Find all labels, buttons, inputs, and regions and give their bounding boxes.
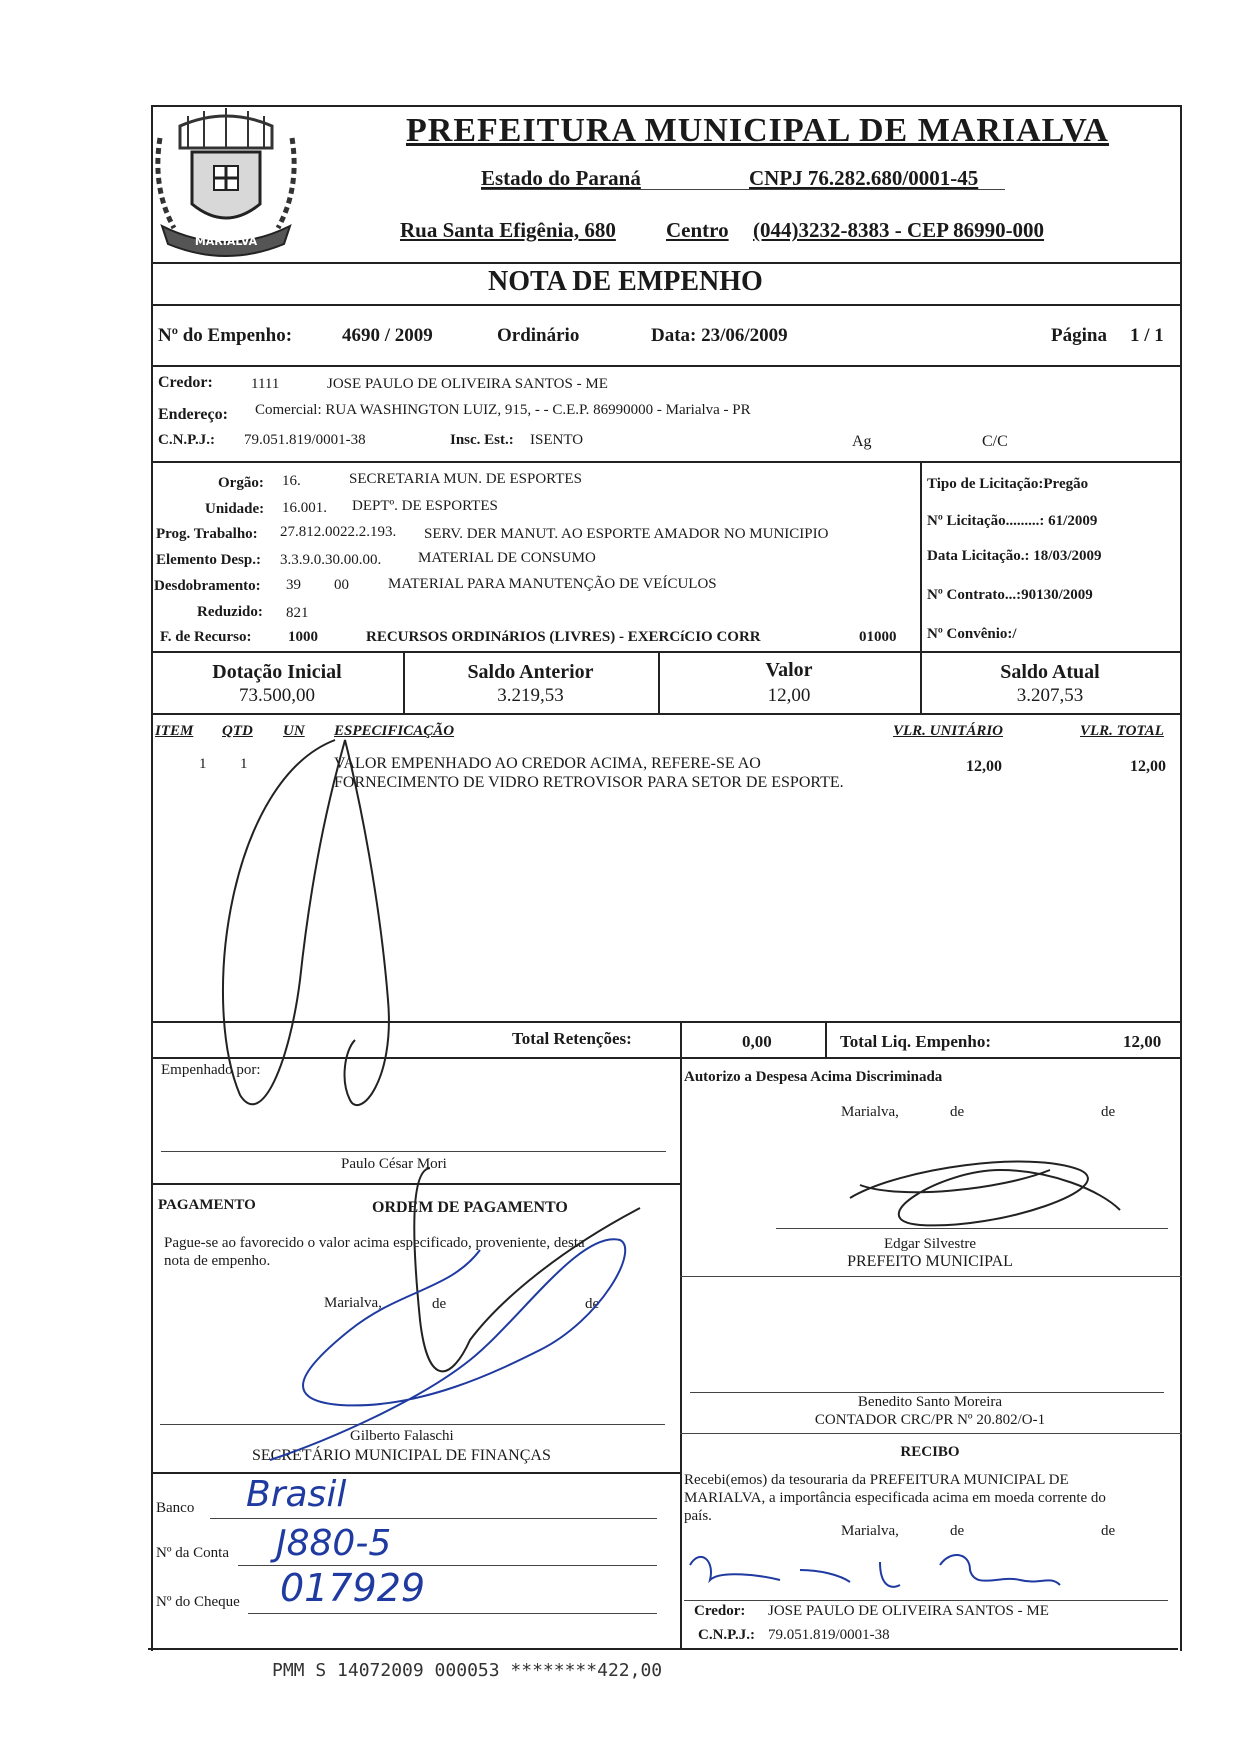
total-retencoes-label: Total Retenções: (512, 1029, 632, 1048)
autorizo-de1: de (950, 1104, 965, 1120)
prefeito-cargo: PREFEITO MUNICIPAL (847, 1253, 1013, 1270)
recibo-credor-name: JOSE PAULO DE OLIVEIRA SANTOS - ME (768, 1603, 1049, 1619)
elemento-value: MATERIAL DE CONSUMO (418, 550, 596, 566)
svg-text:MARIALVA: MARIALVA (194, 235, 258, 248)
divider (825, 1021, 827, 1057)
credor-name: JOSE PAULO DE OLIVEIRA SANTOS - ME (327, 376, 608, 392)
divider (151, 304, 1182, 306)
recurso-number: 01000 (859, 629, 897, 645)
desdobramento-value: MATERIAL PARA MANUTENÇÃO DE VEÍCULOS (388, 576, 717, 592)
fill-line (210, 1518, 657, 1519)
divider (151, 1472, 680, 1474)
divider (680, 1021, 682, 1648)
saldo-anterior-label: Saldo Anterior (467, 661, 594, 683)
header-cnpj: CNPJ 76.282.680/0001-45 (749, 166, 979, 190)
secretario-name: Gilberto Falaschi (350, 1428, 454, 1444)
signature-line (161, 1151, 666, 1152)
saldo-atual-value: 3.207,53 (1016, 685, 1084, 706)
empenhado-por-name: Paulo César Mori (341, 1156, 447, 1172)
header-title: PREFEITURA MUNICIPAL DE MARIALVA (406, 112, 1109, 149)
valor-value: 12,00 (767, 685, 811, 706)
signature-line (690, 1392, 1164, 1393)
credor-cnpj-label: C.N.P.J.: (158, 432, 215, 448)
header-telefone-cep: (044)3232-8383 - CEP 86990-000 (753, 218, 1045, 242)
col-vlr-unitario-header: VLR. UNITÁRIO (893, 723, 1004, 739)
recibo-text-line2: MARIALVA, a importância especificada acima em moeda corrente do (684, 1490, 1106, 1506)
frame-top (151, 105, 1182, 107)
credor-code: 1111 (251, 376, 280, 392)
credor-label: Credor: (158, 374, 213, 391)
contador-name: Benedito Santo Moreira (857, 1394, 1003, 1410)
recibo-city: Marialva, (841, 1523, 899, 1539)
secretario-cargo: SECRETÁRIO MUNICIPAL DE FINANÇAS (252, 1447, 551, 1464)
saldo-anterior-value: 3.219,53 (497, 685, 564, 706)
ordem-pagamento-label: ORDEM DE PAGAMENTO (372, 1199, 568, 1216)
recibo-title: RECIBO (900, 1444, 960, 1460)
divider (680, 1433, 1182, 1434)
header-rua: Rua Santa Efigênia, 680 (400, 218, 616, 242)
dotacao-inicial-label: Dotação Inicial (212, 661, 342, 683)
page-number: 1 / 1 (1130, 325, 1164, 346)
col-un-header: UN (283, 723, 305, 739)
empenho-type: Ordinário (497, 325, 580, 346)
pagamento-text-line2: nota de empenho. (164, 1253, 271, 1269)
fill-line (248, 1613, 657, 1614)
header-bairro: Centro (666, 218, 729, 242)
document-title: NOTA DE EMPENHO (488, 266, 763, 297)
divider (151, 1183, 680, 1185)
elemento-label: Elemento Desp.: (156, 552, 261, 568)
desdobramento-label: Desdobramento: (154, 578, 261, 594)
item-desc-line1: VALOR EMPENHADO AO CREDOR ACIMA, REFERE-SE AO (334, 755, 761, 772)
pagamento-de2: de (585, 1296, 600, 1312)
unidade-value: DEPTº. DE ESPORTES (352, 498, 498, 514)
frame-bottom (148, 1648, 1178, 1650)
recibo-cnpj-label: C.N.P.J.: (698, 1627, 755, 1643)
numero-contrato: Nº Contrato...:90130/2009 (927, 587, 1093, 603)
recibo-credor-label: Credor: (694, 1603, 746, 1619)
col-item-header: ITEM (155, 723, 194, 739)
recibo-cnpj: 79.051.819/0001-38 (768, 1627, 890, 1643)
pagamento-label: PAGAMENTO (158, 1197, 256, 1213)
cheque-label: Nº do Cheque (156, 1594, 240, 1610)
saldo-atual-label: Saldo Atual (1000, 661, 1100, 683)
desdobramento-sub: 00 (334, 577, 349, 593)
cheque-handwritten: 017929 (280, 1566, 426, 1610)
frame-right (1180, 105, 1182, 1651)
empenhado-por-label: Empenhado por: (161, 1062, 261, 1078)
prog-trabalho-value: SERV. DER MANUT. AO ESPORTE AMADOR NO MUNICIPIO (424, 526, 829, 542)
insc-est-label: Insc. Est.: (450, 432, 514, 448)
conta-label: Nº da Conta (156, 1545, 229, 1561)
divider (151, 365, 1182, 367)
prefeito-name: Edgar Silvestre (883, 1236, 977, 1252)
agencia-label: Ag (852, 433, 872, 450)
divider (151, 713, 1182, 715)
recurso-value: RECURSOS ORDINáRIOS (LIVRES) - EXERCíCIO CORR (366, 629, 761, 645)
desdobramento-code: 39 (286, 577, 301, 593)
divider (151, 262, 1182, 264)
signature-line (684, 1600, 1168, 1601)
recurso-code: 1000 (288, 629, 318, 645)
signature-line (776, 1228, 1168, 1229)
autorizo-label: Autorizo a Despesa Acima Discriminada (684, 1069, 943, 1085)
page-label: Página (1051, 325, 1107, 346)
credor-cnpj: 79.051.819/0001-38 (244, 432, 366, 448)
recibo-de2: de (1101, 1523, 1116, 1539)
reduzido-label: Reduzido: (197, 604, 263, 620)
conta-handwritten: J880-5 (276, 1523, 392, 1564)
edgar-signature (850, 1162, 1120, 1226)
footer-stamp: PMM S 14072009 000053 ********422,00 (272, 1660, 663, 1681)
orgao-code: 16. (282, 473, 301, 489)
credor-signature (690, 1555, 1060, 1587)
item-vlr-unitario: 12,00 (966, 758, 1002, 775)
pagamento-text-line1: Pague-se ao favorecido o valor acima especificado, proveniente, desta (164, 1235, 585, 1251)
item-number: 1 (199, 756, 207, 772)
signature-line (160, 1424, 665, 1425)
orgao-value: SECRETARIA MUN. DE ESPORTES (349, 471, 582, 487)
contador-cargo: CONTADOR CRC/PR Nº 20.802/O-1 (814, 1412, 1046, 1428)
divider (151, 1021, 1182, 1023)
valor-label: Valor (765, 659, 813, 681)
recurso-label: F. de Recurso: (160, 629, 252, 645)
col-vlr-total-header: VLR. TOTAL (1080, 723, 1164, 739)
endereco-value: Comercial: RUA WASHINGTON LUIZ, 915, - - C.E.P. 86990000 - Marialva - PR (255, 402, 751, 418)
empenho-number: 4690 / 2009 (342, 325, 433, 346)
total-liquido-value: 12,00 (1123, 1032, 1162, 1051)
recibo-de1: de (950, 1523, 965, 1539)
gilberto-signature (270, 1239, 625, 1460)
banco-handwritten: Brasil (246, 1474, 347, 1515)
pagamento-de1: de (432, 1296, 447, 1312)
total-liquido-label: Total Liq. Empenho: (840, 1032, 991, 1051)
banco-label: Banco (156, 1500, 195, 1516)
autorizo-de2: de (1101, 1104, 1116, 1120)
col-especificacao-header: ESPECIFICAÇÃO (334, 723, 455, 739)
recibo-text-line3: país. (684, 1508, 712, 1524)
divider (151, 651, 1182, 653)
conta-corrente-label: C/C (982, 433, 1008, 450)
item-desc-line2: FORNECIMENTO DE VIDRO RETROVISOR PARA SETOR DE ESPORTE. (334, 774, 844, 791)
tipo-licitacao: Tipo de Licitação:Pregão (927, 476, 1089, 492)
col-qtd-header: QTD (222, 723, 253, 739)
total-retencoes-value: 0,00 (742, 1032, 772, 1051)
divider (151, 1057, 1182, 1059)
orgao-label: Orgão: (218, 475, 264, 491)
autorizo-city: Marialva, (841, 1104, 899, 1120)
empenho-date: Data: 23/06/2009 (651, 325, 788, 346)
endereco-label: Endereço: (158, 406, 228, 423)
elemento-code: 3.3.9.0.30.00.00. (280, 552, 382, 568)
insc-est-value: ISENTO (530, 432, 584, 448)
numero-convenio: Nº Convênio:/ (927, 626, 1017, 642)
divider (151, 461, 1182, 463)
brasao-logo (152, 108, 300, 260)
numero-licitacao: Nº Licitação.........: 61/2009 (927, 513, 1098, 529)
unidade-code: 16.001. (282, 500, 327, 516)
dotacao-inicial-value: 73.500,00 (239, 685, 315, 706)
header-estado: Estado do Paraná (481, 166, 641, 190)
recibo-text-line1: Recebi(emos) da tesouraria da PREFEITURA MUNICIPAL DE (684, 1472, 1069, 1488)
reduzido-value: 821 (286, 605, 309, 621)
loop-signature (223, 740, 389, 1105)
pagamento-city: Marialva, (324, 1295, 382, 1311)
unidade-label: Unidade: (205, 501, 265, 517)
prog-trabalho-code: 27.812.0022.2.193. (280, 524, 397, 540)
item-vlr-total: 12,00 (1130, 758, 1166, 775)
empenho-number-label: Nº do Empenho: (158, 325, 293, 346)
item-qtd: 1 (240, 756, 248, 772)
prog-trabalho-label: Prog. Trabalho: (156, 526, 258, 542)
frame-left (151, 105, 153, 1651)
data-licitacao: Data Licitação.: 18/03/2009 (927, 548, 1102, 564)
divider (680, 1276, 1182, 1277)
